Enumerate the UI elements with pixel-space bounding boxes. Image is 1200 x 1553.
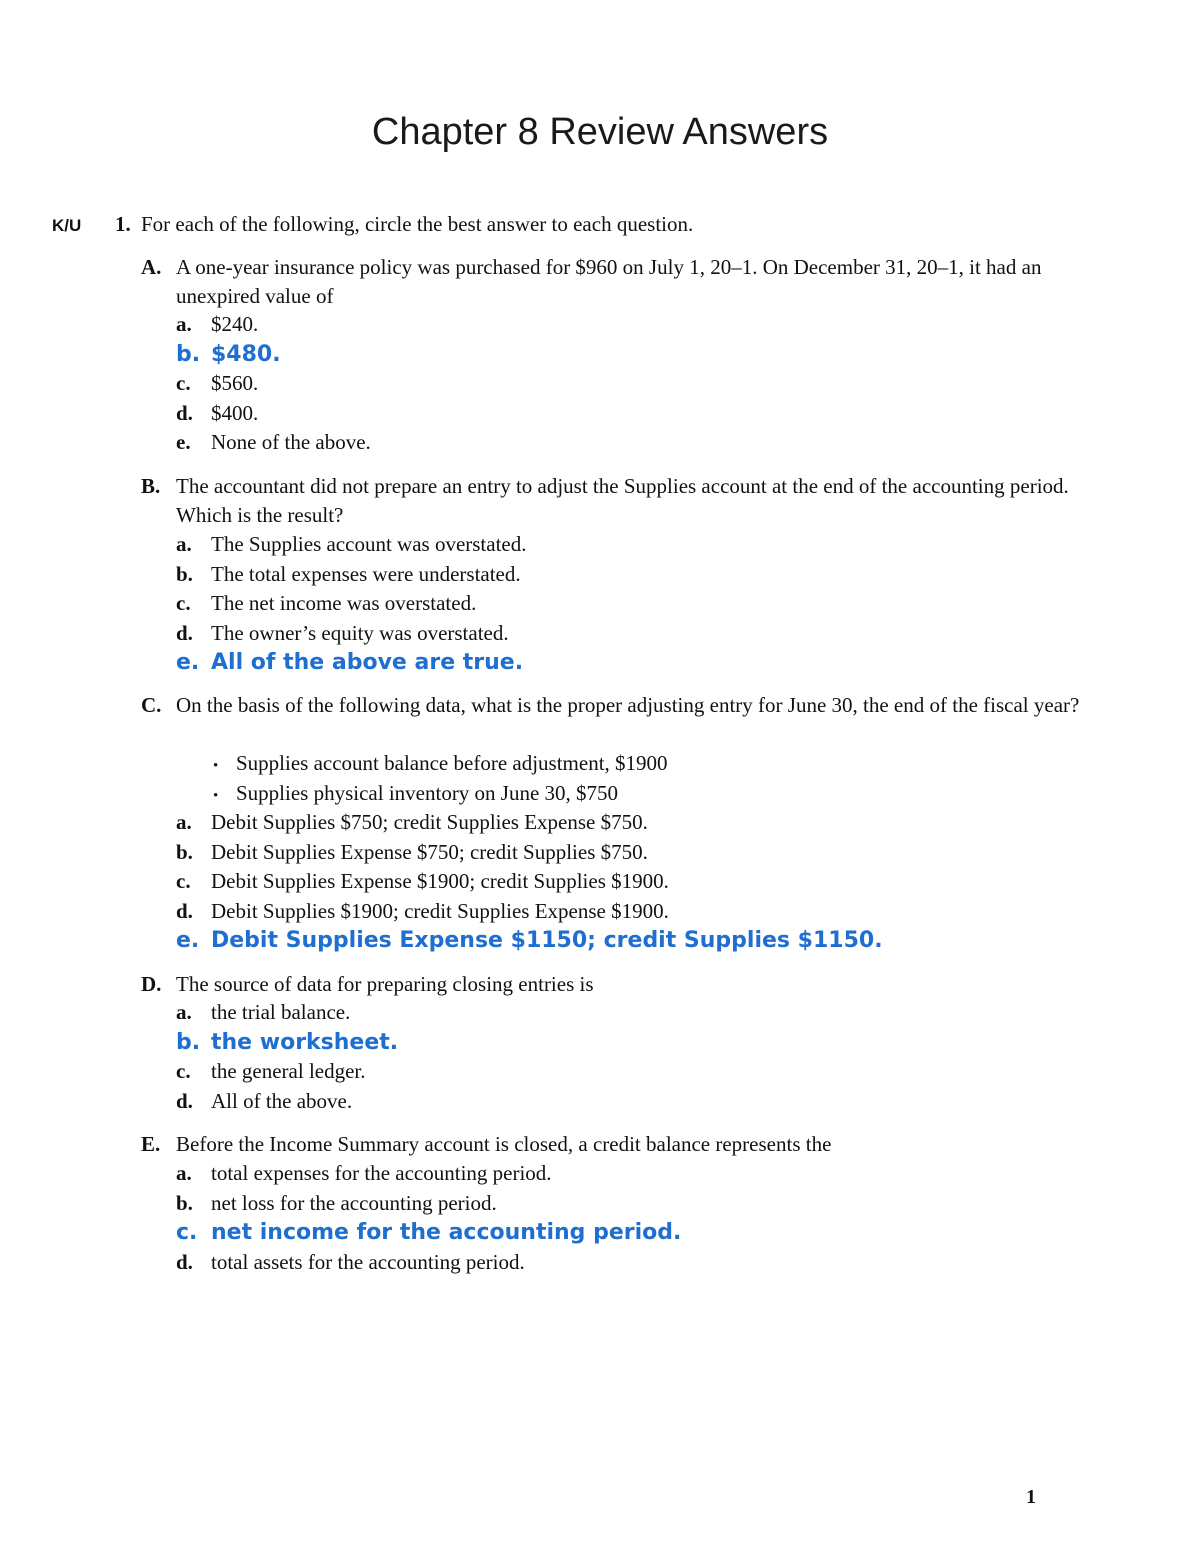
option-letter: e.: [176, 928, 200, 953]
bullet-text: Supplies account balance before adjustment, $1900: [236, 751, 668, 775]
option-letter: b.: [176, 839, 193, 864]
option-letter: b.: [176, 1029, 201, 1055]
option-text: $400.: [211, 400, 259, 425]
page-number: 1: [1026, 1486, 1036, 1508]
option-c: [176, 589, 1101, 619]
part-letter: D.: [141, 972, 162, 996]
option-letter: d.: [176, 620, 193, 645]
option-b-correct-answer: [176, 1028, 1101, 1058]
option-d: [176, 1087, 1101, 1117]
part-letter: C.: [141, 693, 162, 717]
option-list: [176, 310, 1101, 458]
option-e-correct-answer: [176, 926, 1101, 956]
option-text: All of the above.: [211, 1088, 353, 1113]
bullet-item: [213, 749, 668, 779]
bullet-icon: •: [213, 787, 219, 804]
part-text: The source of data for preparing closing entries is: [176, 972, 594, 996]
option-text: The total expenses were understated.: [211, 561, 521, 586]
option-e: [176, 428, 1101, 458]
option-text: None of the above.: [211, 430, 371, 454]
option-text: Debit Supplies $750; credit Supplies Expense $750.: [211, 810, 648, 834]
category-label: K/U: [52, 216, 82, 235]
option-c: [176, 369, 1101, 399]
option-letter: c.: [176, 1059, 191, 1083]
option-text: the trial balance.: [211, 1000, 351, 1024]
option-letter: a.: [176, 1161, 192, 1185]
option-b: [176, 1189, 1101, 1219]
bullet-list: [213, 749, 668, 808]
option-letter: e.: [176, 430, 191, 454]
question-number: 1.: [115, 212, 131, 236]
option-letter: c.: [176, 371, 191, 395]
option-letter: e.: [176, 650, 200, 675]
option-letter: a.: [176, 312, 192, 336]
bullet-icon: •: [213, 758, 219, 774]
option-text: the worksheet.: [211, 1029, 399, 1055]
part-letter: A.: [141, 255, 162, 279]
option-list: [176, 998, 1101, 1116]
option-c-correct-answer: [176, 1218, 1101, 1248]
option-d: [176, 1248, 1101, 1278]
option-letter: a.: [176, 810, 192, 834]
part-text: On the basis of the following data, what is the proper adjusting entry for June 30, the end of the fiscal year?: [176, 693, 1080, 717]
option-a: [176, 1159, 1101, 1189]
bullet-text: Supplies physical inventory on June 30, $750: [236, 780, 619, 805]
part-letter: E.: [141, 1132, 161, 1156]
option-text: Debit Supplies Expense $750; credit Supplies $750.: [211, 839, 648, 864]
option-text: net income for the accounting period.: [211, 1220, 682, 1245]
option-text: The net income was overstated.: [211, 591, 477, 615]
option-a: [176, 808, 1101, 838]
option-letter: c.: [176, 1220, 198, 1245]
question-text: For each of the following, circle the best answer to each question.: [141, 212, 694, 236]
option-letter: d.: [176, 400, 193, 425]
part-text: The accountant did not prepare an entry to adjust the Supplies account at the end of the accounting period. Which is the result?: [176, 474, 1069, 527]
option-letter: d.: [176, 898, 193, 923]
part-text: A one-year insurance policy was purchased for $960 on July 1, 20–1. On December 31, 20–1, it had an unexpired value of: [176, 255, 1042, 308]
option-text: Debit Supplies Expense $1150; credit Supplies $1150.: [211, 928, 883, 953]
option-c: [176, 1057, 1101, 1087]
option-letter: b.: [176, 561, 193, 586]
option-text: Debit Supplies $1900; credit Supplies Expense $1900.: [211, 898, 669, 923]
option-text: $240.: [211, 312, 259, 336]
option-a: [176, 310, 1101, 340]
option-letter: c.: [176, 869, 191, 893]
option-text: the general ledger.: [211, 1059, 366, 1083]
option-b: [176, 560, 1101, 590]
option-b: [176, 838, 1101, 868]
page-title: Chapter 8 Review Answers: [371, 111, 829, 153]
option-d: [176, 619, 1101, 649]
option-list: [176, 530, 1101, 678]
option-letter: a.: [176, 532, 192, 556]
option-text: The owner’s equity was overstated.: [211, 620, 509, 645]
option-text: $480.: [211, 341, 281, 367]
option-a: [176, 998, 1101, 1028]
option-letter: c.: [176, 591, 191, 615]
option-list: [176, 1159, 1101, 1277]
option-text: total expenses for the accounting period.: [211, 1161, 552, 1185]
option-letter: d.: [176, 1249, 193, 1274]
option-text: All of the above are true.: [211, 650, 524, 675]
option-e-correct-answer: [176, 648, 1101, 678]
option-d: [176, 897, 1101, 927]
option-d: [176, 399, 1101, 429]
option-text: net loss for the accounting period.: [211, 1190, 497, 1215]
option-b-correct-answer: [176, 340, 1101, 370]
option-text: The Supplies account was overstated.: [211, 532, 527, 556]
part-letter: B.: [141, 474, 161, 498]
bullet-item: [213, 779, 668, 809]
option-a: [176, 530, 1101, 560]
option-list: [176, 808, 1101, 956]
option-letter: a.: [176, 1000, 192, 1024]
option-letter: b.: [176, 1190, 193, 1215]
option-letter: d.: [176, 1088, 193, 1113]
part-text: Before the Income Summary account is closed, a credit balance represents the: [176, 1132, 832, 1156]
option-text: $560.: [211, 371, 259, 395]
option-c: [176, 867, 1101, 897]
option-letter: b.: [176, 341, 201, 367]
option-text: Debit Supplies Expense $1900; credit Supplies $1900.: [211, 869, 669, 893]
option-text: total assets for the accounting period.: [211, 1249, 525, 1274]
